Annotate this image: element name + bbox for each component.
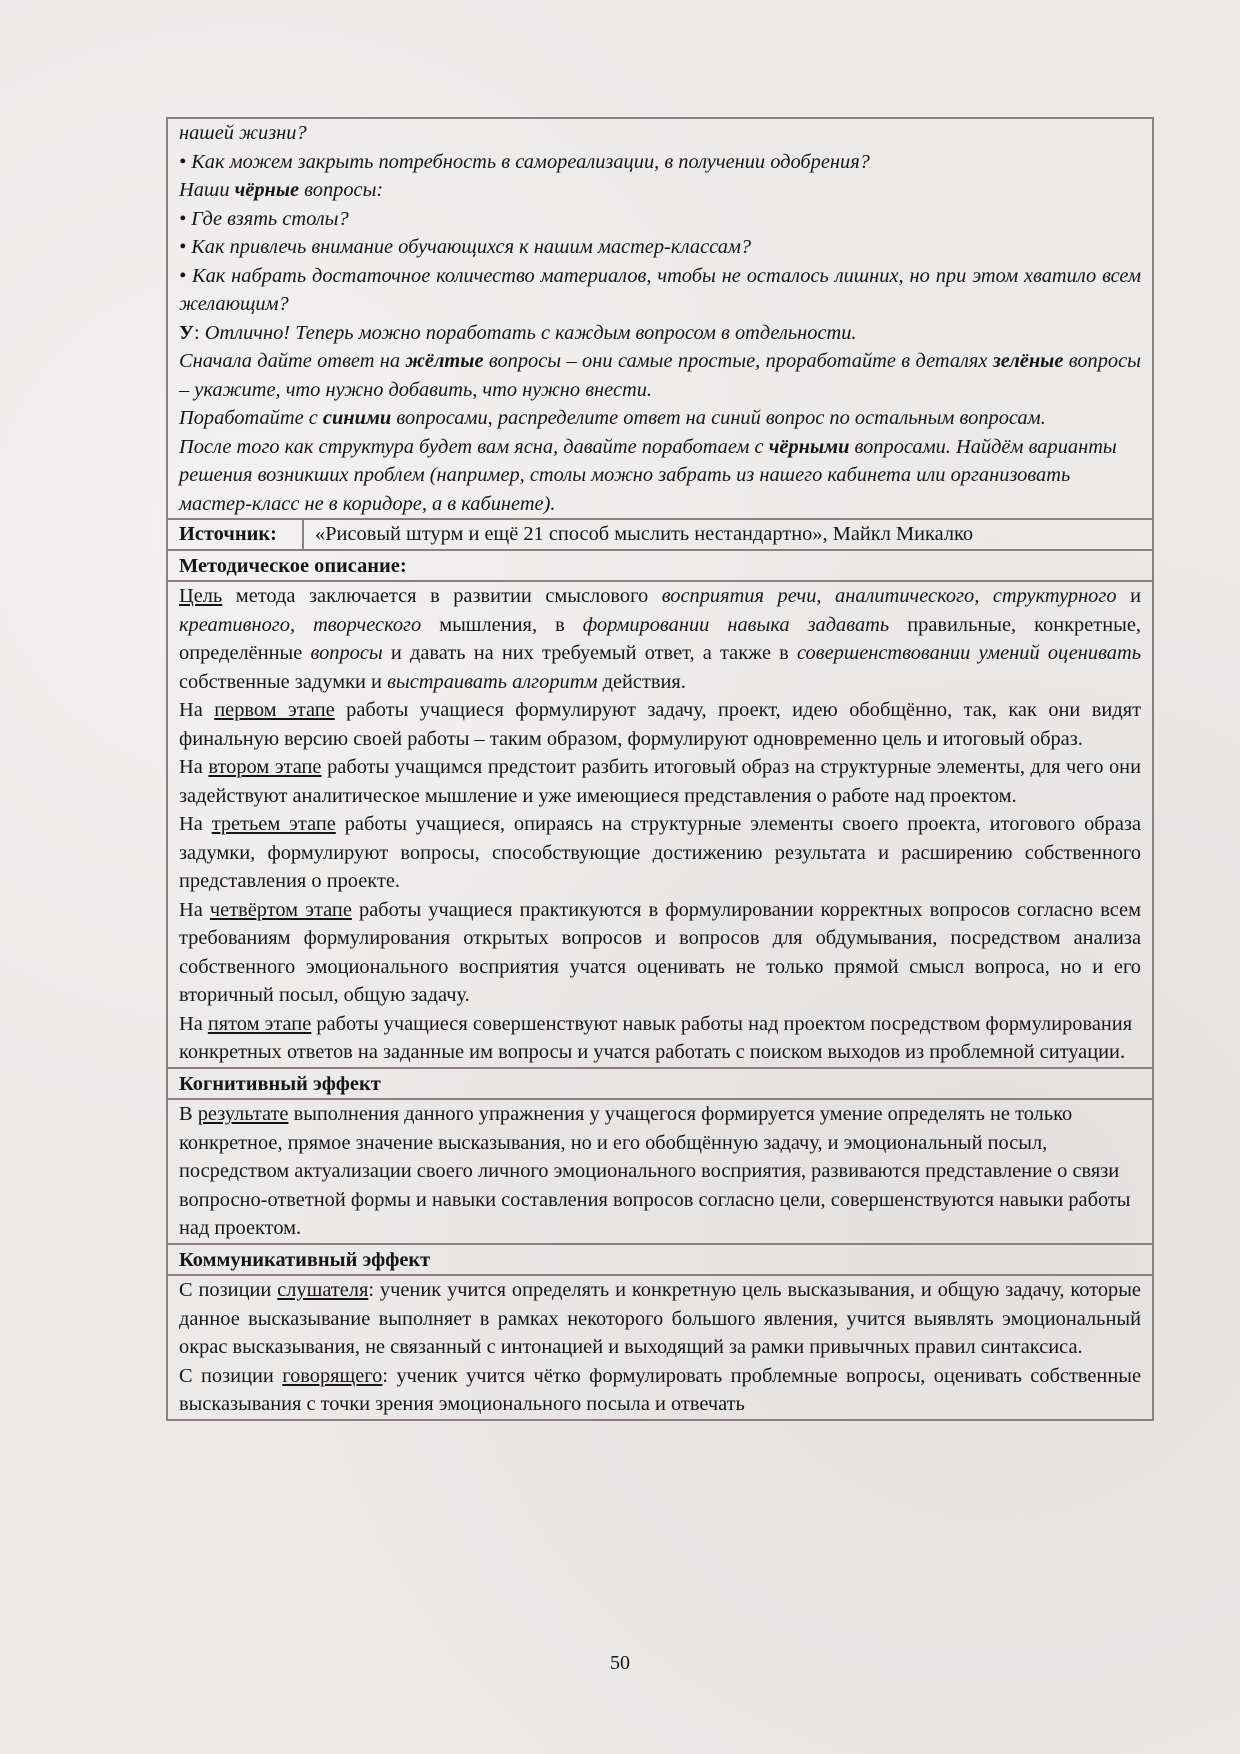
intro-paragraph: Поработайте с синими вопросами, распределите ответ на синий вопрос по остальным вопросам. xyxy=(179,407,1046,429)
intro-paragraph: Сначала дайте ответ на жёлтые вопросы – они самые простые, проработайте в деталях зелёные вопросы – укажите, что нужно добавить, что нужно внести. xyxy=(179,350,1141,401)
communicative-body xyxy=(167,1275,1153,1420)
intro-paragraph: • Где взять столы? xyxy=(179,207,349,230)
cognitive-body xyxy=(167,1099,1153,1244)
communicative-body-row xyxy=(167,1275,1153,1420)
method-paragraph: На третьем этапе работы учащиеся, опираясь на структурные элементы своего проекта, итогового образа задумки, формулируют вопросы, способствующие достижению результата и расширению собственного представления о проекте. xyxy=(179,813,1142,892)
intro-row xyxy=(167,118,1153,519)
method-body-row xyxy=(167,581,1153,1068)
source-text: «Рисовый штурм и ещё 21 способ мыслить нестандартно», Майкл Микалко xyxy=(303,519,1153,550)
method-paragraph: На втором этапе работы учащимся предстоит разбить итоговый образ на структурные элементы, для чего они задействуют аналитическое мышление и уже имеющиеся представления о работе над проектом. xyxy=(179,756,1142,807)
intro-paragraph: нашей жизни? xyxy=(179,122,307,144)
method-paragraph: На четвёртом этапе работы учащиеся практикуются в формулировании корректных вопросов согласно всем требованиям формулирования открытых вопросов и вопросов для обдумывания, посредством анализа собственного эмоционального восприятия учатся оценивать не только прямой смысл вопроса, но и его вторичный посыл, общую задачу. xyxy=(179,898,1141,1006)
method-body xyxy=(167,581,1153,1068)
source-row xyxy=(167,519,1153,550)
communicative-header-row xyxy=(167,1244,1153,1276)
intro-cell xyxy=(167,118,1153,519)
communicative-paragraph: С позиции слушателя: ученик учится определять и конкретную цель высказывания, и общую задачу, которые данное высказывание выполняет в рамках некоторого большого явления, учится выявлять эмоциональный окрас высказывания, не связанный с интонацией и выходящий за рамки привычных правил синтаксиса. xyxy=(179,1279,1141,1358)
method-paragraph: Цель метода заключается в развитии смыслового восприятия речи, аналитического, структурного и креативного, творческого мышления, в формировании навыка задавать правильные, конкретные, определённые вопросы и давать на них требуемый ответ, а также в совершенствовании умений оценивать собственные задумки и выстраивать алгоритм действия. xyxy=(179,585,1141,693)
intro-paragraph: • Как привлечь внимание обучающихся к нашим мастер-классам? xyxy=(179,236,752,258)
cognitive-header-row xyxy=(167,1068,1153,1100)
intro-paragraph: • Как можем закрыть потребность в самореализации, в получении одобрения? xyxy=(179,150,870,173)
page-number: 50 xyxy=(610,1652,630,1674)
cognitive-paragraph: В результате выполнения данного упражнения у учащегося формируется умение определять не только конкретное, прямое значение высказывания, но и его обобщённую задачу, и эмоциональный посыл, посредством актуализации своего личного эмоционального восприятия, развиваются представление о связи вопросно-ответной формы и навыки составления вопросов согласно цели, совершенствуются навыки работы над проектом. xyxy=(179,1103,1131,1239)
communicative-paragraph: С позиции говорящего: ученик учится чётко формулировать проблемные вопросы, оценивать собственные высказывания с точки зрения эмоционального посыла и отвечать xyxy=(179,1364,1141,1415)
cognitive-header: Когнитивный эффект xyxy=(167,1068,1153,1100)
intro-paragraph: Наши чёрные вопросы: xyxy=(179,179,384,201)
method-header: Методическое описание: xyxy=(167,550,1153,582)
method-header-row xyxy=(167,550,1153,582)
intro-paragraph: • Как набрать достаточное количество материалов, чтобы не осталось лишних, но при этом хватило всем желающим? xyxy=(179,264,1141,315)
intro-paragraph: После того как структура будет вам ясна, давайте поработаем с чёрными вопросами. Найдём варианты решения возникших проблем (например, столы можно забрать из нашего кабинета или организовать мастер-класс не в коридоре, а в кабинете). xyxy=(179,435,1117,515)
methodology-table xyxy=(166,117,1154,1421)
source-label: Источник: xyxy=(167,519,303,550)
communicative-header: Коммуникативный эффект xyxy=(167,1244,1153,1276)
method-paragraph: На первом этапе работы учащиеся формулируют задачу, проект, идею обобщённо, так, как они видят финальную версию своей работы – таким образом, формулируют одновременно цель и итоговый образ. xyxy=(179,699,1141,750)
method-paragraph: На пятом этапе работы учащиеся совершенствуют навык работы над проектом посредством формулирования конкретных ответов на заданные им вопросы и учатся работать с поиском выходов из проблемной ситуации. xyxy=(179,1012,1133,1063)
cognitive-body-row xyxy=(167,1099,1153,1244)
teacher-line: У: Отлично! Теперь можно поработать с каждым вопросом в отдельности. xyxy=(179,321,857,344)
